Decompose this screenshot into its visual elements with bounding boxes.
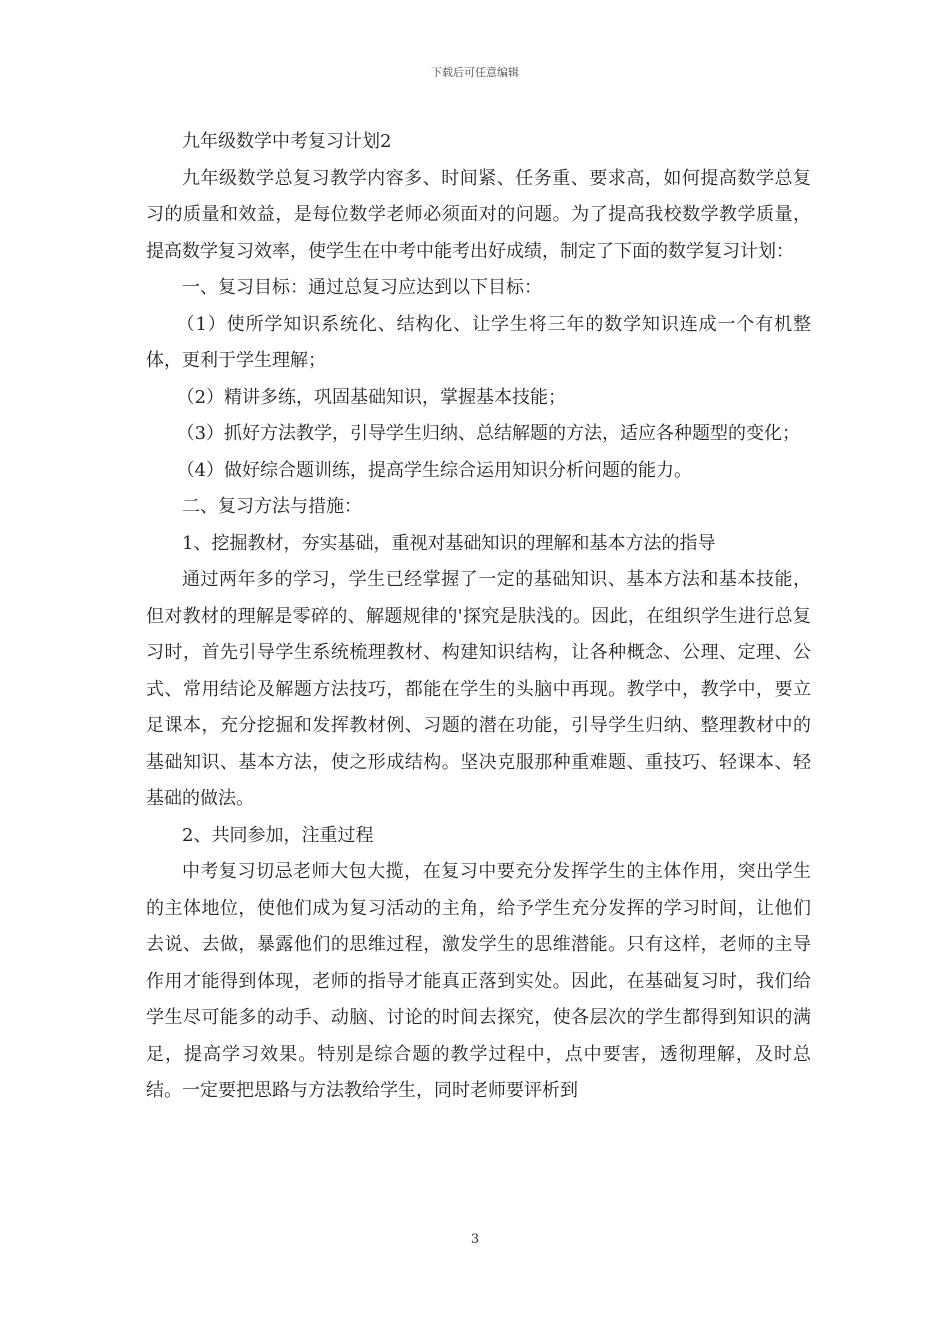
goal-item-3: （3）抓好方法教学，引导学生归纳、总结解题的方法，适应各种题型的变化；: [176, 423, 801, 444]
document-title: 九年级数学中考复习计划2: [182, 131, 392, 152]
goal-item-4: （4）做好综合题训练，提高学生综合运用知识分析问题的能力。: [176, 459, 693, 481]
intro-paragraph: 九年级数学总复习教学内容多、时间紧、任务重、要求高，如何提高数学总复习的质量和效益，是每位数学老师必须面对的问题。为了提高我校数学教学质量，提高数学复习效率，使学生在中考中能考出好成绩，制定了下面的数学复习计划：: [146, 167, 811, 262]
section-heading-review-goals: 一、复习目标：通过总复习应达到以下目标：: [182, 277, 542, 298]
goal-item-1: （1）使所学知识系统化、结构化、让学生将三年的数学知识连成一个有机整体，更利于学生理解；: [146, 313, 811, 371]
goal-item-2: （2）精讲多练，巩固基础知识，掌握基本技能；: [176, 386, 567, 408]
method-2-paragraph: 中考复习切忌老师大包大揽，在复习中要充分发挥学生的主体作用，突出学生的主体地位，使他们成为复习活动的主角，给予学生充分发挥的学习时间，让他们去说、去做，暴露他们的思维过程，激发学生的思维潜能。只有这样，老师的主导作用才能得到体现，老师的指导才能真正落到实处。因此，在基础复习时，我们给学生尽可能多的动手、动脑、讨论的时间去探究，使各层次的学生都得到知识的满足，提高学习效果。特别是综合题的教学过程中，点中要害，透彻理解，及时总结。一定要把思路与方法教给学生，同时老师要评析到: [146, 861, 811, 1101]
download-note-header: 下载后可任意编辑: [431, 66, 519, 79]
method-1-paragraph: 通过两年多的学习，学生已经掌握了一定的基础知识、基本方法和基本技能，但对教材的理解是零碎的、解题规律的'探究是肤浅的。因此，在组织学生进行总复习时，首先引导学生系统梳理教材、构建知识结构，让各种概念、公理、定理、公式、常用结论及解题方法技巧，都能在学生的头脑中再现。教学中，教学中，要立足课本，充分挖掘和发挥教材例、习题的潜在功能，引导学生归纳、整理教材中的基础知识、基本方法，使之形成结构。坚决克服那种重难题、重技巧、轻课本、轻基础的做法。: [146, 569, 811, 809]
method-heading-1: 1、挖掘教材，夯实基础，重视对基础知识的理解和基本方法的指导: [182, 532, 716, 554]
method-heading-2: 2、共同参加，注重过程: [182, 824, 374, 846]
page-number: 3: [470, 1232, 480, 1247]
section-heading-methods: 二、复习方法与措施：: [182, 496, 362, 517]
document-body: [146, 124, 811, 1110]
